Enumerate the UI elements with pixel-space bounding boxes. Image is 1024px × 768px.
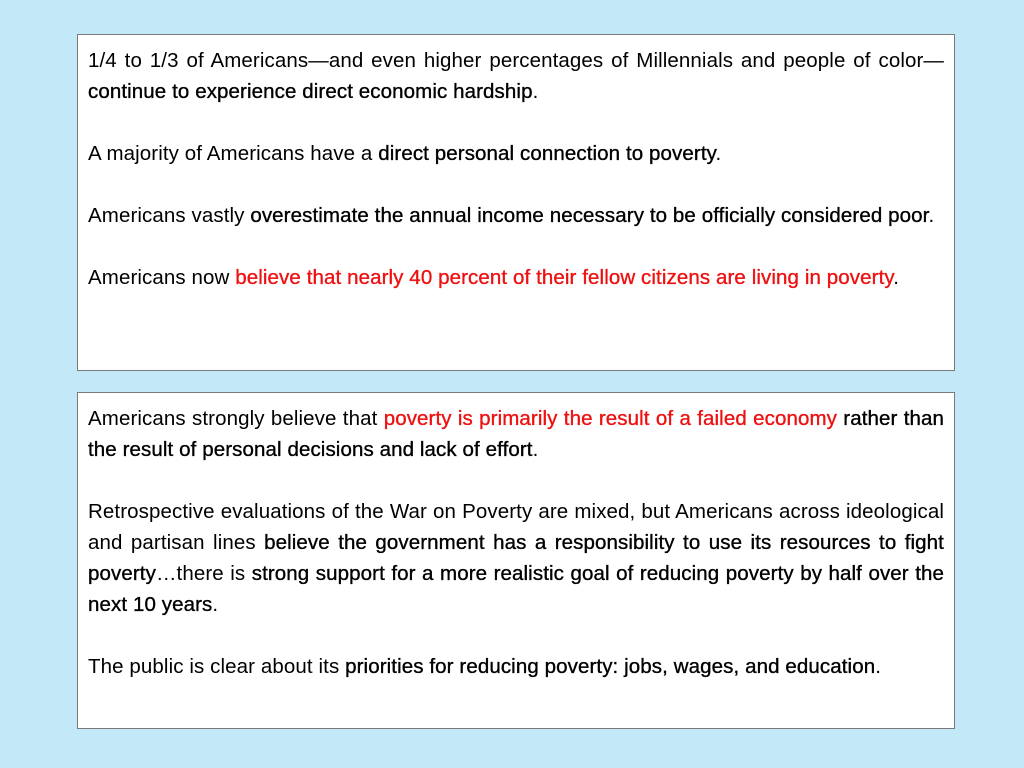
- findings-box-2: [77, 392, 955, 729]
- finding-paragraph: [88, 651, 944, 682]
- red-highlight-text: believe that nearly 40 percent of their fellow citizens are living in poverty: [235, 266, 894, 289]
- text-run: Americans vastly: [88, 204, 251, 227]
- red-highlight-text: poverty is primarily the result of a failed economy: [383, 407, 837, 430]
- findings-box-1: [77, 34, 955, 371]
- emphasized-text: direct personal connection to poverty: [378, 142, 716, 165]
- emphasized-text: overestimate the annual income necessary to be officially considered poor: [250, 204, 929, 227]
- emphasized-text: strong support for a more realistic goal of reducing poverty by half over the next 10 years: [88, 562, 944, 616]
- text-run: .: [715, 142, 722, 165]
- emphasized-text: continue to experience direct economic hardship: [88, 80, 533, 103]
- text-run: .: [532, 80, 539, 103]
- finding-paragraph: [88, 138, 944, 169]
- emphasized-text: rather than the result of personal decisions and lack of effort: [88, 407, 945, 461]
- text-run: 1/4 to 1/3 of Americans—and even higher percentages of Millennials and people of color—: [88, 49, 944, 72]
- emphasized-text: believe the government has a responsibility to use its resources to fight poverty: [88, 531, 944, 585]
- finding-paragraph: [88, 496, 944, 620]
- text-run: .: [532, 438, 539, 461]
- finding-paragraph: [88, 403, 944, 465]
- text-run: Americans strongly believe that: [88, 407, 384, 430]
- finding-paragraph: [88, 45, 944, 107]
- text-run: Americans now: [88, 266, 236, 289]
- finding-paragraph: [88, 200, 944, 231]
- text-run: .: [928, 204, 935, 227]
- text-run: The public is clear about its: [88, 655, 346, 678]
- emphasized-text: priorities for reducing poverty: jobs, wages, and education: [345, 655, 876, 678]
- text-run: A majority of Americans have a: [88, 142, 379, 165]
- text-run: .: [875, 655, 881, 678]
- text-run: …there is: [155, 562, 252, 585]
- text-run: .: [212, 593, 219, 616]
- text-run: .: [893, 266, 899, 289]
- text-run: Retrospective evaluations of the War on Poverty are mixed, but Americans across ideological and partisan lines: [88, 500, 944, 554]
- finding-paragraph: [88, 262, 944, 293]
